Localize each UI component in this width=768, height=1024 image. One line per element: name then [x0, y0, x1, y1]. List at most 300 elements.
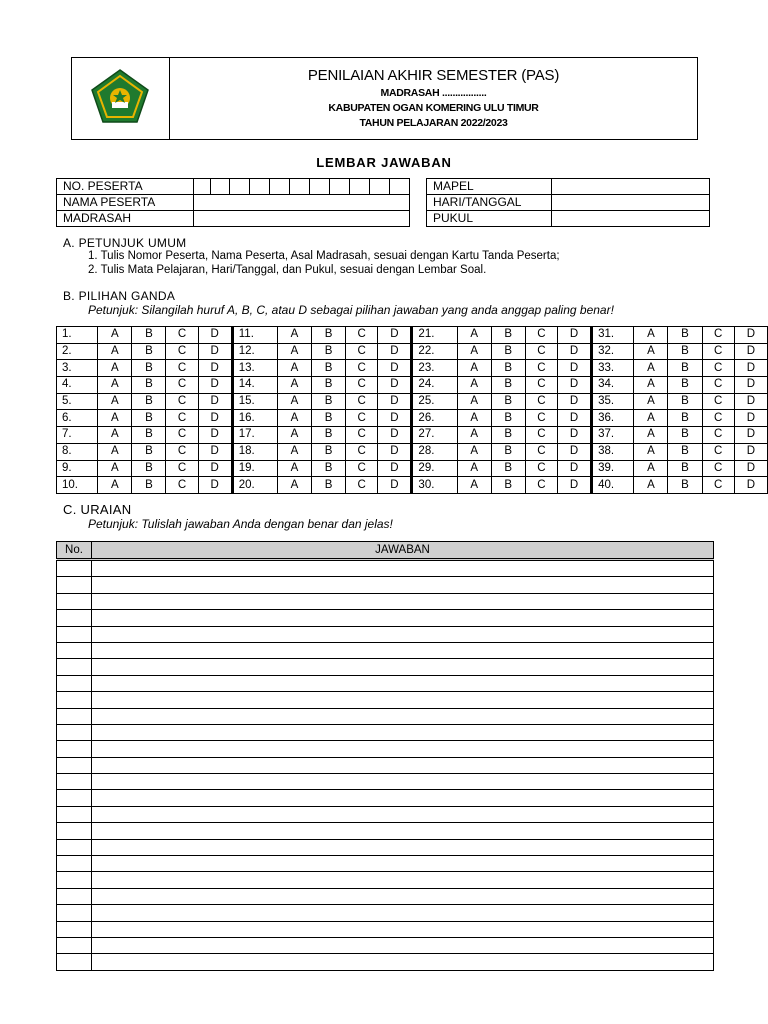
answer-option-c[interactable]: C	[346, 377, 378, 394]
answer-option-a[interactable]: A	[277, 393, 311, 410]
answer-option-c[interactable]: C	[346, 427, 378, 444]
answer-option-c[interactable]: C	[702, 377, 734, 394]
answer-option-c[interactable]: C	[702, 393, 734, 410]
question-number: 35.	[592, 393, 634, 410]
mc-row	[57, 360, 768, 377]
answer-option-c[interactable]: C	[702, 460, 734, 477]
essay-row	[57, 626, 714, 642]
question-number: 10.	[57, 477, 98, 494]
answer-option-a[interactable]: A	[98, 393, 132, 410]
question-number: 30.	[412, 477, 457, 494]
answer-option-a[interactable]: A	[277, 427, 311, 444]
essay-number-cell[interactable]	[57, 626, 92, 642]
answer-option-d[interactable]: D	[378, 443, 412, 460]
essay-row	[57, 692, 714, 708]
answer-option-d[interactable]: D	[198, 427, 232, 444]
answer-option-c[interactable]: C	[702, 410, 734, 427]
essay-answer-cell[interactable]	[92, 724, 714, 740]
answer-option-b[interactable]: B	[132, 443, 166, 460]
essay-answer-cell[interactable]	[92, 626, 714, 642]
essay-answer-cell[interactable]	[92, 708, 714, 724]
answer-option-c[interactable]: C	[525, 427, 557, 444]
answer-option-b[interactable]: B	[312, 343, 346, 360]
essay-answer-cell[interactable]	[92, 823, 714, 839]
answer-option-b[interactable]: B	[312, 410, 346, 427]
answer-option-a[interactable]: A	[634, 360, 668, 377]
essay-answer-cell[interactable]	[92, 560, 714, 577]
essay-answer-cell[interactable]	[92, 659, 714, 675]
answer-option-d[interactable]: D	[557, 460, 591, 477]
answer-option-d[interactable]: D	[734, 343, 767, 360]
essay-answer-cell[interactable]	[92, 610, 714, 626]
answer-option-c[interactable]: C	[166, 410, 198, 427]
answer-option-d[interactable]: D	[378, 377, 412, 394]
essay-number-cell[interactable]	[57, 708, 92, 724]
no-peserta-box[interactable]	[194, 179, 211, 195]
answer-option-d[interactable]: D	[734, 393, 767, 410]
answer-option-c[interactable]: C	[166, 460, 198, 477]
answer-option-d[interactable]: D	[557, 343, 591, 360]
answer-option-d[interactable]: D	[734, 477, 767, 494]
answer-option-b[interactable]: B	[132, 393, 166, 410]
answer-option-a[interactable]: A	[457, 377, 491, 394]
answer-option-b[interactable]: B	[132, 427, 166, 444]
instruction-label: Petunjuk	[88, 517, 135, 531]
essay-number-cell[interactable]	[57, 905, 92, 921]
essay-row	[57, 839, 714, 855]
answer-option-c[interactable]: C	[525, 393, 557, 410]
essay-answer-cell[interactable]	[92, 757, 714, 773]
answer-option-b[interactable]: B	[668, 327, 702, 344]
mc-row	[57, 327, 768, 344]
multiple-choice-grid	[56, 326, 768, 494]
essay-answer-cell[interactable]	[92, 741, 714, 757]
answer-option-b[interactable]: B	[668, 427, 702, 444]
essay-number-cell[interactable]	[57, 790, 92, 806]
answer-option-b[interactable]: B	[132, 360, 166, 377]
answer-option-d[interactable]: D	[734, 460, 767, 477]
essay-row	[57, 888, 714, 904]
answer-option-a[interactable]: A	[98, 427, 132, 444]
mapel-label: MAPEL	[427, 179, 552, 195]
essay-number-cell[interactable]	[57, 593, 92, 609]
essay-number-cell[interactable]	[57, 692, 92, 708]
answer-option-b[interactable]: B	[132, 410, 166, 427]
answer-option-b[interactable]: B	[491, 393, 525, 410]
essay-number-cell[interactable]	[57, 610, 92, 626]
instruction-text: : Tulislah jawaban Anda dengan benar dan jelas!	[134, 517, 393, 531]
essay-row	[57, 675, 714, 691]
essay-number-cell[interactable]	[57, 888, 92, 904]
essay-number-cell[interactable]	[57, 642, 92, 658]
answer-option-a[interactable]: A	[634, 427, 668, 444]
answer-option-d[interactable]: D	[378, 327, 412, 344]
answer-option-c[interactable]: C	[525, 360, 557, 377]
essay-number-cell[interactable]	[57, 741, 92, 757]
answer-option-b[interactable]: B	[668, 377, 702, 394]
answer-option-a[interactable]: A	[98, 377, 132, 394]
answer-option-b[interactable]: B	[668, 443, 702, 460]
essay-answer-cell[interactable]	[92, 774, 714, 790]
answer-option-b[interactable]: B	[132, 327, 166, 344]
answer-option-a[interactable]: A	[277, 343, 311, 360]
exam-info-table	[426, 178, 710, 227]
answer-option-a[interactable]: A	[277, 327, 311, 344]
essay-answer-cell[interactable]	[92, 856, 714, 872]
instruction-item-2: 2. Tulis Mata Pelajaran, Hari/Tanggal, dan Pukul, sesuai dengan Lembar Soal.	[88, 264, 487, 276]
answer-option-a[interactable]: A	[457, 360, 491, 377]
answer-option-c[interactable]: C	[166, 360, 198, 377]
answer-option-d[interactable]: D	[557, 360, 591, 377]
answer-option-d[interactable]: D	[378, 360, 412, 377]
question-number: 4.	[57, 377, 98, 394]
mc-row	[57, 460, 768, 477]
question-number: 13.	[232, 360, 277, 377]
answer-option-b[interactable]: B	[491, 460, 525, 477]
essay-row	[57, 642, 714, 658]
question-number: 11.	[232, 327, 277, 344]
answer-option-c[interactable]: C	[346, 460, 378, 477]
essay-answer-cell[interactable]	[92, 921, 714, 937]
question-number: 23.	[412, 360, 457, 377]
answer-option-d[interactable]: D	[734, 410, 767, 427]
answer-option-a[interactable]: A	[98, 410, 132, 427]
answer-option-b[interactable]: B	[132, 343, 166, 360]
answer-option-c[interactable]: C	[346, 410, 378, 427]
question-number: 25.	[412, 393, 457, 410]
question-number: 37.	[592, 427, 634, 444]
essay-answer-cell[interactable]	[92, 888, 714, 904]
answer-option-a[interactable]: A	[634, 477, 668, 494]
question-number: 40.	[592, 477, 634, 494]
question-number: 21.	[412, 327, 457, 344]
essay-number-cell[interactable]	[57, 757, 92, 773]
no-peserta-box[interactable]	[330, 179, 350, 195]
logo-cell	[72, 58, 170, 139]
answer-option-b[interactable]: B	[668, 460, 702, 477]
answer-option-a[interactable]: A	[634, 443, 668, 460]
answer-option-d[interactable]: D	[557, 477, 591, 494]
answer-option-c[interactable]: C	[166, 393, 198, 410]
answer-option-a[interactable]: A	[634, 343, 668, 360]
answer-option-d[interactable]: D	[734, 327, 767, 344]
answer-option-c[interactable]: C	[166, 327, 198, 344]
essay-number-cell[interactable]	[57, 921, 92, 937]
question-number: 12.	[232, 343, 277, 360]
no-peserta-box[interactable]	[270, 179, 290, 195]
answer-option-d[interactable]: D	[198, 443, 232, 460]
answer-option-b[interactable]: B	[132, 460, 166, 477]
answer-option-a[interactable]: A	[634, 393, 668, 410]
participant-info-table	[56, 178, 410, 227]
answer-option-c[interactable]: C	[702, 443, 734, 460]
no-peserta-box[interactable]	[290, 179, 310, 195]
question-number: 9.	[57, 460, 98, 477]
essay-answer-cell[interactable]	[92, 872, 714, 888]
essay-row	[57, 577, 714, 593]
answer-option-d[interactable]: D	[378, 343, 412, 360]
answer-option-d[interactable]: D	[198, 327, 232, 344]
essay-number-cell[interactable]	[57, 577, 92, 593]
kemenag-logo-icon	[90, 68, 150, 124]
essay-number-cell[interactable]	[57, 856, 92, 872]
answer-option-b[interactable]: B	[312, 377, 346, 394]
essay-answer-cell[interactable]	[92, 806, 714, 822]
question-number: 27.	[412, 427, 457, 444]
answer-option-d[interactable]: D	[557, 393, 591, 410]
answer-option-a[interactable]: A	[277, 460, 311, 477]
answer-option-c[interactable]: C	[166, 427, 198, 444]
answer-option-b[interactable]: B	[491, 410, 525, 427]
answer-option-c[interactable]: C	[525, 477, 557, 494]
no-peserta-box[interactable]	[390, 179, 410, 195]
essay-row	[57, 724, 714, 740]
answer-option-b[interactable]: B	[312, 443, 346, 460]
answer-option-d[interactable]: D	[378, 460, 412, 477]
question-number: 2.	[57, 343, 98, 360]
essay-answer-cell[interactable]	[92, 692, 714, 708]
answer-option-c[interactable]: C	[702, 477, 734, 494]
essay-row	[57, 757, 714, 773]
answer-option-c[interactable]: C	[346, 360, 378, 377]
essay-answer-cell[interactable]	[92, 790, 714, 806]
essay-row	[57, 954, 714, 970]
question-number: 26.	[412, 410, 457, 427]
answer-option-a[interactable]: A	[98, 360, 132, 377]
answer-option-b[interactable]: B	[668, 343, 702, 360]
answer-option-b[interactable]: B	[132, 477, 166, 494]
question-number: 31.	[592, 327, 634, 344]
essay-row	[57, 741, 714, 757]
answer-option-a[interactable]: A	[277, 477, 311, 494]
answer-option-a[interactable]: A	[277, 360, 311, 377]
essay-answer-cell[interactable]	[92, 577, 714, 593]
essay-answer-cell[interactable]	[92, 839, 714, 855]
essay-answer-cell[interactable]	[92, 675, 714, 691]
answer-option-d[interactable]: D	[378, 410, 412, 427]
essay-answer-cell[interactable]	[92, 642, 714, 658]
header-text	[170, 58, 697, 139]
answer-option-b[interactable]: B	[491, 360, 525, 377]
question-number: 34.	[592, 377, 634, 394]
answer-option-c[interactable]: C	[166, 443, 198, 460]
essay-number-cell[interactable]	[57, 675, 92, 691]
madrasah-field[interactable]	[194, 211, 410, 227]
hari-tanggal-field[interactable]	[552, 195, 710, 211]
answer-option-d[interactable]: D	[378, 393, 412, 410]
answer-option-b[interactable]: B	[491, 327, 525, 344]
mc-row	[57, 427, 768, 444]
answer-option-a[interactable]: A	[457, 427, 491, 444]
answer-option-d[interactable]: D	[198, 477, 232, 494]
answer-option-b[interactable]: B	[312, 477, 346, 494]
no-peserta-box[interactable]	[211, 179, 230, 195]
answer-option-a[interactable]: A	[277, 377, 311, 394]
answer-option-a[interactable]: A	[457, 460, 491, 477]
no-peserta-box[interactable]	[230, 179, 250, 195]
essay-number-cell[interactable]	[57, 806, 92, 822]
answer-option-d[interactable]: D	[557, 377, 591, 394]
question-number: 22.	[412, 343, 457, 360]
answer-option-d[interactable]: D	[198, 360, 232, 377]
answer-option-a[interactable]: A	[98, 477, 132, 494]
mc-row	[57, 443, 768, 460]
question-number: 28.	[412, 443, 457, 460]
answer-option-c[interactable]: C	[525, 443, 557, 460]
answer-option-a[interactable]: A	[277, 410, 311, 427]
pukul-field[interactable]	[552, 211, 710, 227]
nama-peserta-field[interactable]	[194, 195, 410, 211]
mapel-field[interactable]	[552, 179, 710, 195]
question-number: 15.	[232, 393, 277, 410]
exam-header	[71, 57, 698, 140]
essay-row	[57, 593, 714, 609]
answer-option-b[interactable]: B	[491, 443, 525, 460]
answer-option-b[interactable]: B	[668, 393, 702, 410]
answer-option-b[interactable]: B	[491, 477, 525, 494]
answer-option-b[interactable]: B	[491, 377, 525, 394]
hari-tanggal-label: HARI/TANGGAL	[427, 195, 552, 211]
essay-number-cell[interactable]	[57, 560, 92, 577]
answer-option-d[interactable]: D	[734, 360, 767, 377]
answer-option-c[interactable]: C	[346, 443, 378, 460]
essay-number-cell[interactable]	[57, 823, 92, 839]
essay-number-cell[interactable]	[57, 839, 92, 855]
answer-option-a[interactable]: A	[457, 443, 491, 460]
question-number: 14.	[232, 377, 277, 394]
answer-option-c[interactable]: C	[702, 360, 734, 377]
answer-option-c[interactable]: C	[346, 393, 378, 410]
essay-number-cell[interactable]	[57, 774, 92, 790]
essay-row	[57, 856, 714, 872]
answer-option-a[interactable]: A	[634, 377, 668, 394]
answer-option-d[interactable]: D	[734, 377, 767, 394]
answer-option-a[interactable]: A	[634, 410, 668, 427]
question-number: 32.	[592, 343, 634, 360]
essay-answer-cell[interactable]	[92, 937, 714, 953]
answer-option-a[interactable]: A	[457, 327, 491, 344]
answer-option-c[interactable]: C	[525, 410, 557, 427]
answer-option-d[interactable]: D	[557, 410, 591, 427]
essay-number-cell[interactable]	[57, 937, 92, 953]
answer-option-c[interactable]: C	[166, 377, 198, 394]
no-peserta-box[interactable]	[350, 179, 370, 195]
question-number: 24.	[412, 377, 457, 394]
answer-option-c[interactable]: C	[702, 427, 734, 444]
essay-number-cell[interactable]	[57, 954, 92, 970]
essay-row	[57, 806, 714, 822]
question-number: 19.	[232, 460, 277, 477]
instruction-text: : Silangilah huruf A, B, C, atau D sebagai pilihan jawaban yang anda anggap paling benar!	[134, 303, 614, 317]
answer-option-b[interactable]: B	[668, 410, 702, 427]
question-number: 7.	[57, 427, 98, 444]
answer-option-a[interactable]: A	[457, 477, 491, 494]
section-c-instruction	[88, 517, 393, 531]
answer-option-a[interactable]: A	[98, 460, 132, 477]
essay-number-cell[interactable]	[57, 659, 92, 675]
answer-option-b[interactable]: B	[312, 393, 346, 410]
essay-row	[57, 610, 714, 626]
essay-row	[57, 872, 714, 888]
answer-option-c[interactable]: C	[346, 327, 378, 344]
mc-row	[57, 377, 768, 394]
answer-option-d[interactable]: D	[557, 327, 591, 344]
answer-option-b[interactable]: B	[668, 360, 702, 377]
answer-option-a[interactable]: A	[634, 327, 668, 344]
answer-option-a[interactable]: A	[457, 393, 491, 410]
answer-option-d[interactable]: D	[378, 427, 412, 444]
answer-option-c[interactable]: C	[525, 460, 557, 477]
essay-answer-cell[interactable]	[92, 954, 714, 970]
answer-option-c[interactable]: C	[702, 327, 734, 344]
answer-option-b[interactable]: B	[132, 377, 166, 394]
answer-option-d[interactable]: D	[557, 443, 591, 460]
essay-number-cell[interactable]	[57, 724, 92, 740]
answer-option-d[interactable]: D	[198, 393, 232, 410]
essay-row	[57, 659, 714, 675]
answer-option-a[interactable]: A	[457, 343, 491, 360]
essay-answer-cell[interactable]	[92, 593, 714, 609]
answer-option-c[interactable]: C	[346, 343, 378, 360]
answer-option-c[interactable]: C	[346, 477, 378, 494]
answer-option-c[interactable]: C	[166, 343, 198, 360]
answer-option-c[interactable]: C	[525, 327, 557, 344]
exam-title: PENILAIAN AKHIR SEMESTER (PAS)	[307, 67, 560, 84]
answer-option-d[interactable]: D	[557, 427, 591, 444]
answer-option-b[interactable]: B	[491, 427, 525, 444]
essay-number-cell[interactable]	[57, 872, 92, 888]
answer-option-d[interactable]: D	[734, 443, 767, 460]
question-number: 5.	[57, 393, 98, 410]
question-number: 18.	[232, 443, 277, 460]
col-no-header: No.	[57, 542, 92, 560]
answer-option-c[interactable]: C	[166, 477, 198, 494]
answer-option-b[interactable]: B	[312, 460, 346, 477]
answer-option-d[interactable]: D	[198, 460, 232, 477]
answer-option-d[interactable]: D	[198, 343, 232, 360]
essay-row	[57, 708, 714, 724]
answer-option-b[interactable]: B	[312, 427, 346, 444]
answer-option-a[interactable]: A	[98, 443, 132, 460]
answer-option-c[interactable]: C	[702, 343, 734, 360]
answer-option-a[interactable]: A	[634, 460, 668, 477]
answer-option-b[interactable]: B	[312, 360, 346, 377]
answer-option-a[interactable]: A	[98, 327, 132, 344]
answer-option-c[interactable]: C	[525, 343, 557, 360]
answer-option-a[interactable]: A	[457, 410, 491, 427]
answer-option-d[interactable]: D	[198, 410, 232, 427]
answer-option-b[interactable]: B	[312, 327, 346, 344]
no-peserta-box[interactable]	[370, 179, 390, 195]
no-peserta-box[interactable]	[250, 179, 270, 195]
question-number: 17.	[232, 427, 277, 444]
answer-option-d[interactable]: D	[198, 377, 232, 394]
answer-option-c[interactable]: C	[525, 377, 557, 394]
answer-option-d[interactable]: D	[734, 427, 767, 444]
answer-option-a[interactable]: A	[98, 343, 132, 360]
answer-option-b[interactable]: B	[491, 343, 525, 360]
essay-row	[57, 905, 714, 921]
essay-answer-cell[interactable]	[92, 905, 714, 921]
no-peserta-box[interactable]	[310, 179, 330, 195]
kabupaten-line: KABUPATEN OGAN KOMERING ULU TIMUR	[328, 102, 539, 114]
answer-option-a[interactable]: A	[277, 443, 311, 460]
no-peserta-label: NO. PESERTA	[57, 179, 194, 195]
question-number: 3.	[57, 360, 98, 377]
instruction-label: Petunjuk	[88, 303, 135, 317]
answer-option-b[interactable]: B	[668, 477, 702, 494]
answer-option-d[interactable]: D	[378, 477, 412, 494]
